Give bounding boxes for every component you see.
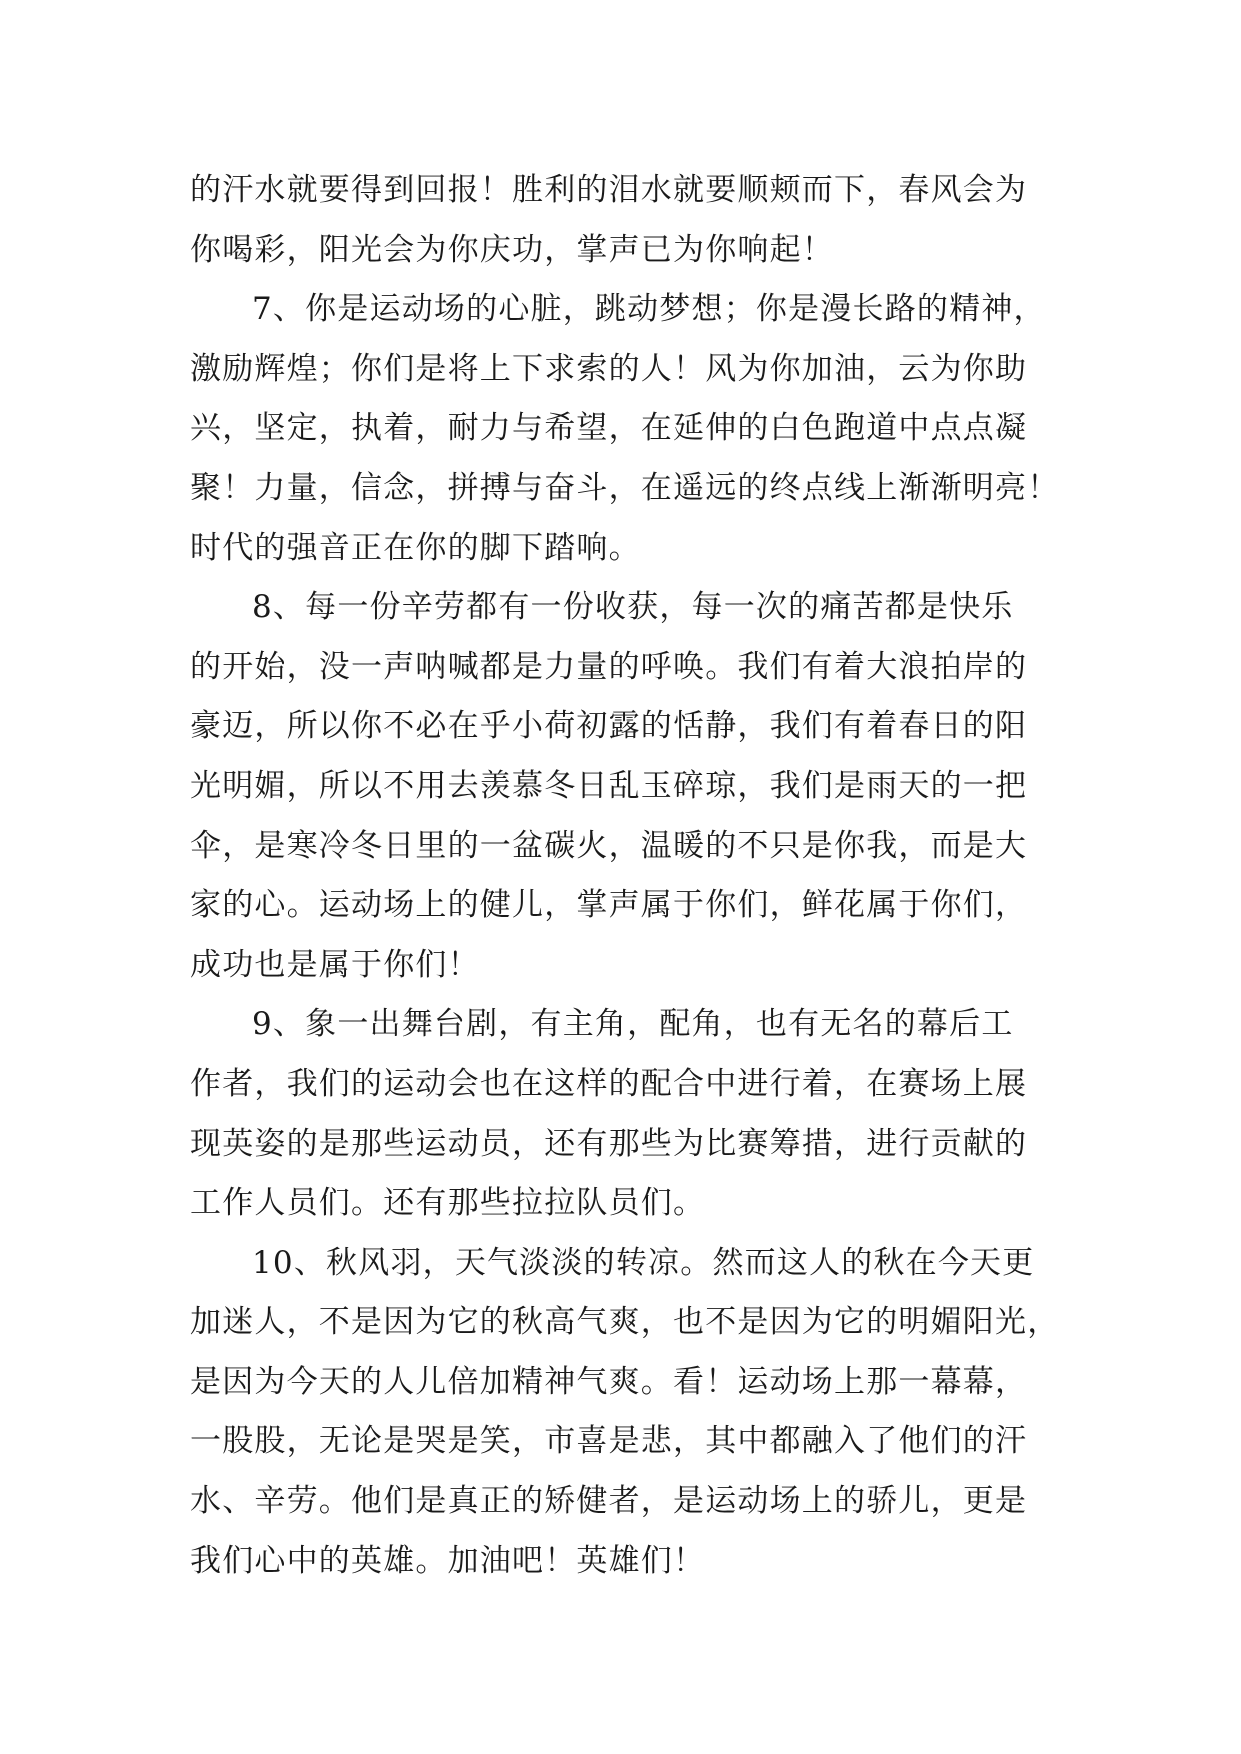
paragraph-8-line-3: 豪迈，所以你不必在乎小荷初露的恬静，我们有着春日的阳 xyxy=(190,708,1028,745)
paragraph-9-line-4: 工作人员们。还有那些拉拉队员们。 xyxy=(190,1185,706,1222)
paragraph-7-line-4: 聚！力量，信念，拼搏与奋斗，在遥远的终点线上渐渐明亮！ xyxy=(190,469,1060,506)
paragraph-10-line-4: 一股股，无论是哭是笑，市喜是悲，其中都融入了他们的汗 xyxy=(190,1423,1028,1460)
paragraph-7-line-5: 时代的强音正在你的脚下踏响。 xyxy=(190,529,641,566)
paragraph-7-line-3: 兴，坚定，执着，耐力与希望，在延伸的白色跑道中点点凝 xyxy=(190,410,1028,447)
paragraph-8-line-6: 家的心。运动场上的健儿，掌声属于你们，鲜花属于你们， xyxy=(190,887,1028,924)
paragraph-8-line-1: 8、每一份辛劳都有一份收获，每一次的痛苦都是快乐 xyxy=(252,589,1014,626)
paragraph-8-line-4: 光明媚，所以不用去羡慕冬日乱玉碎琼，我们是雨天的一把 xyxy=(190,767,1028,804)
paragraph-8-line-2: 的开始，没一声呐喊都是力量的呼唤。我们有着大浪拍岸的 xyxy=(190,648,1028,685)
paragraph-9-line-3: 现英姿的是那些运动员，还有那些为比赛筹措，进行贡献的 xyxy=(190,1125,1028,1162)
paragraph-9-line-1: 9、象一出舞台剧，有主角，配角，也有无名的幕后工 xyxy=(252,1006,1014,1043)
paragraph-10-line-6: 我们心中的英雄。加油吧！英雄们！ xyxy=(190,1542,706,1579)
paragraph-10-line-2: 加迷人，不是因为它的秋高气爽，也不是因为它的明媚阳光， xyxy=(190,1304,1060,1341)
paragraph-6-line-1: 的汗水就要得到回报！胜利的泪水就要顺颊而下，春风会为 xyxy=(190,172,1028,208)
paragraph-9-line-2: 作者，我们的运动会也在这样的配合中进行着，在赛场上展 xyxy=(190,1065,1028,1102)
paragraph-10-line-5: 水、辛劳。他们是真正的矫健者，是运动场上的骄儿，更是 xyxy=(190,1483,1028,1520)
paragraph-8-line-7: 成功也是属于你们！ xyxy=(190,946,480,983)
paragraph-7-line-1: 7、你是运动场的心脏，跳动梦想；你是漫长路的精神， xyxy=(252,291,1046,328)
paragraph-7-line-2: 激励辉煌；你们是将上下求索的人！风为你加油，云为你助 xyxy=(190,350,1028,387)
paragraph-6-line-2: 你喝彩，阳光会为你庆功，掌声已为你响起！ xyxy=(190,231,834,268)
paragraph-8-line-5: 伞，是寒冷冬日里的一盆碳火，温暖的不只是你我，而是大 xyxy=(190,827,1028,864)
document-body xyxy=(190,161,1060,1591)
paragraph-10-line-3: 是因为今天的人儿倍加精神气爽。看！运动场上那一幕幕， xyxy=(190,1363,1028,1400)
paragraph-10-line-1: 10、秋风羽，天气淡淡的转凉。然而这人的秋在今天更 xyxy=(252,1244,1035,1281)
